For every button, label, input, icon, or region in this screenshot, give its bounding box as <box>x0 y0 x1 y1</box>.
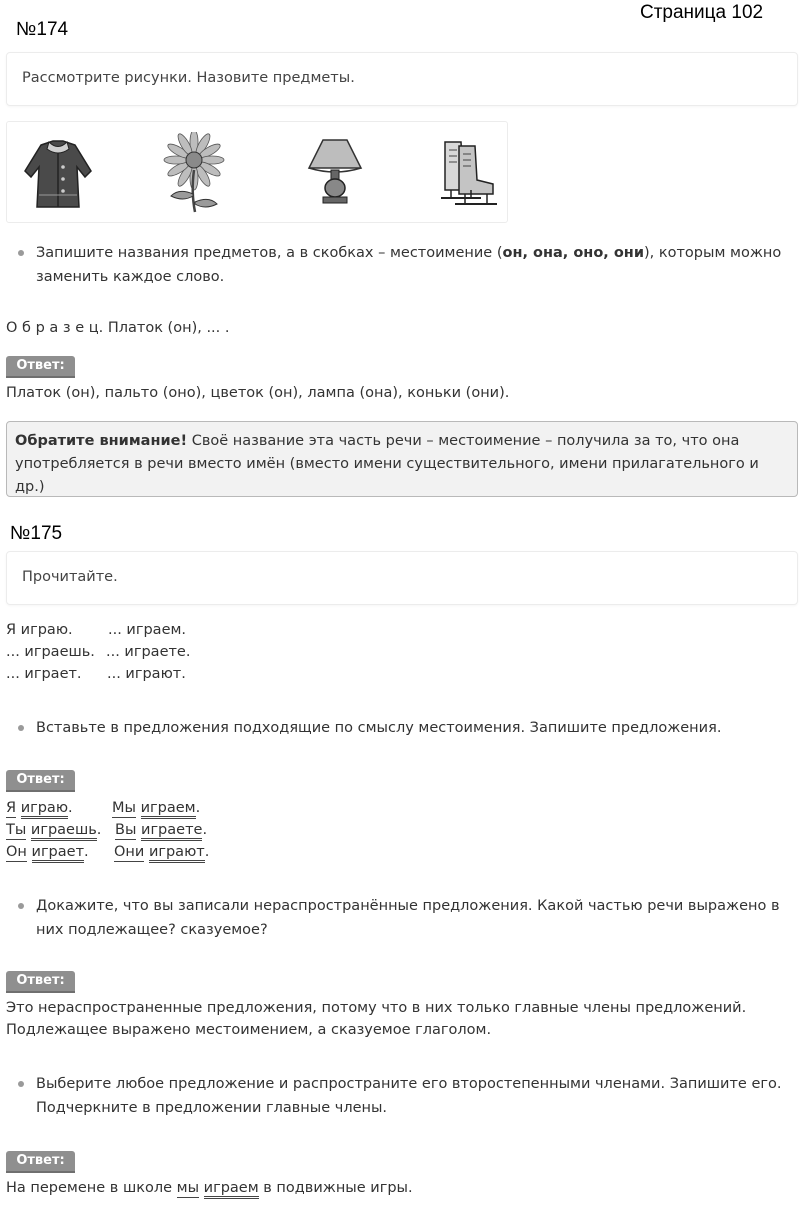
exercise-number-174: №174 <box>16 19 69 40</box>
predicate: играете <box>141 822 202 841</box>
predicate: играешь <box>31 822 97 841</box>
instruction-text: Выберите любое предложение и распространите его второстепенными членами. Запишите его. Подчеркните в предложении главные члены. <box>36 1076 782 1116</box>
bullet-dot <box>18 1081 24 1087</box>
answer-row <box>6 822 208 838</box>
verb-row <box>6 622 187 638</box>
flower-icon <box>157 132 231 216</box>
bullet-dot <box>18 250 24 256</box>
subject: Я <box>6 800 17 816</box>
pronouns-list: он, она, оно, они <box>502 245 644 261</box>
instruction-174 <box>18 241 788 289</box>
task-text: Прочитайте. <box>22 569 118 585</box>
answer-label: Ответ: <box>6 356 75 378</box>
answer-text: Подлежащее выражено местоимением, а сказуемое глаголом. <box>6 1022 492 1038</box>
predicate: играем <box>204 1180 259 1199</box>
predicate: играю <box>21 800 68 819</box>
exercise-number-175: №175 <box>10 523 63 544</box>
instruction-text: Вставьте в предложения подходящие по смыслу местоимения. Запишите предложения. <box>36 720 722 736</box>
answer-row <box>6 800 201 816</box>
period: . <box>202 822 208 838</box>
instruction-175-3 <box>18 1072 788 1120</box>
page-number: Страница 102 <box>640 2 764 23</box>
period: . <box>204 844 210 860</box>
image-strip <box>6 121 508 223</box>
predicate: играем <box>141 800 196 819</box>
verb-row <box>6 644 191 660</box>
answer-part: На перемене в школе <box>6 1180 177 1196</box>
answer-part: в подвижные игры. <box>258 1180 413 1196</box>
verb-singular: ... играет. <box>6 666 82 682</box>
period: . <box>96 822 102 838</box>
note-heading: Обратите внимание! <box>15 433 188 449</box>
task-card-174 <box>6 52 798 106</box>
verb-singular: ... играешь. <box>6 644 95 660</box>
attention-note <box>6 421 798 497</box>
instruction-175-2 <box>18 894 788 942</box>
answer-text: Платок (он), пальто (оно), цветок (он), лампа (она), коньки (они). <box>6 385 510 401</box>
instruction-text-end: ), которым можно заменить каждое слово. <box>36 245 782 285</box>
subject: мы <box>176 1180 200 1196</box>
period: . <box>84 844 89 860</box>
period: . <box>195 800 201 816</box>
instruction-text: Запишите названия предметов, а в скобках – местоимение ( <box>36 245 503 261</box>
bullet-dot <box>18 903 24 909</box>
answer-text <box>6 1180 413 1196</box>
instruction-text: Докажите, что вы записали нераспространённые предложения. Какой частью речи выражено в них подлежащее? сказуемое? <box>36 898 780 938</box>
note-text: Своё название эта часть речи – местоимение – получила за то, что она употребляется в речи вместо имён (вместо имени существительного, имени прилагательного и др.) <box>15 433 759 495</box>
subject: Мы <box>112 800 136 816</box>
predicate: играют <box>149 844 205 863</box>
sample-line: О б р а з е ц. Платок (он), ... . <box>6 320 230 336</box>
subject: Вы <box>115 822 137 838</box>
verb-plural: ... играют. <box>107 666 186 682</box>
subject: Он <box>6 844 27 860</box>
bullet-dot <box>18 725 24 731</box>
task-text: Рассмотрите рисунки. Назовите предметы. <box>22 70 355 86</box>
answer-label: Ответ: <box>6 971 75 993</box>
answer-label: Ответ: <box>6 1151 75 1173</box>
space <box>199 1180 204 1196</box>
answer-text: Это нераспространенные предложения, потому что в них только главные члены предложений. <box>6 1000 747 1016</box>
period: . <box>68 800 73 816</box>
verb-singular: Я играю. <box>6 622 73 638</box>
answer-label: Ответ: <box>6 770 75 792</box>
task-card-175 <box>6 551 798 605</box>
lamp-icon <box>305 134 365 212</box>
coat-icon <box>19 137 97 211</box>
verb-plural: ... играем. <box>108 622 187 638</box>
predicate: играет <box>32 844 85 863</box>
instruction-175-1 <box>18 716 788 740</box>
verb-plural: ... играете. <box>106 644 191 660</box>
subject: Они <box>114 844 145 860</box>
verb-row <box>6 666 186 682</box>
skates-icon <box>437 136 499 208</box>
answer-row <box>6 844 210 860</box>
subject: Ты <box>6 822 27 838</box>
